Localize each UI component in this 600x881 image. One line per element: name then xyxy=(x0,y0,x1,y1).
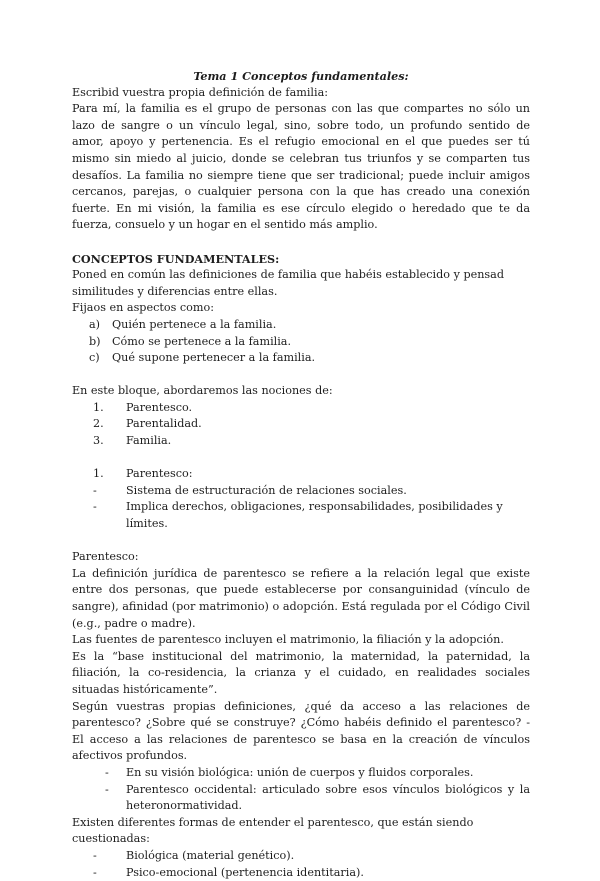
list-item-text: En su visión biológica: unión de cuerpos y fluidos corporales. xyxy=(126,766,473,779)
formas-paragraph: Existen diferentes formas de entender el parentesco, que están siendo cuestionadas: xyxy=(72,815,530,848)
list-item xyxy=(72,865,530,881)
notions-list xyxy=(72,400,530,450)
fuentes-paragraph: Las fuentes de parentesco incluyen el matrimonio, la filiación y la adopción. xyxy=(72,632,530,649)
list-item-text: Familia. xyxy=(126,434,171,447)
spacer xyxy=(72,234,530,251)
document-page xyxy=(72,68,530,881)
list-marker: - xyxy=(93,865,97,881)
parentesco-label: Parentesco: xyxy=(72,549,530,566)
vision-points xyxy=(72,765,530,815)
list-marker: 3. xyxy=(93,433,104,450)
list-marker: 1. xyxy=(93,400,104,417)
list-item-text: Qué supone pertenecer a la familia. xyxy=(112,351,315,364)
parentesco-definition: La definición jurídica de parentesco se refiere a la relación legal que existe entre dos personas, que puede establecerse por consanguinidad (vínculo de sangre), afinidad (por matrimonio) o adopción. Está regulada por el Código Civil (e.g., padre o madre). xyxy=(72,566,530,632)
list-item xyxy=(72,350,530,367)
list-marker: - xyxy=(93,848,97,865)
list-item xyxy=(72,765,530,782)
list-item-text: Implica derechos, obligaciones, responsabilidades, posibilidades y límites. xyxy=(126,500,503,530)
pregunta-paragraph: Según vuestras propias definiciones, ¿qué da acceso a las relaciones de parentesco? ¿Sobre qué se construye? ¿Cómo habéis definido el parentesco? - El acceso a las relaciones de parentesco se basa en la creación de vínculos afectivos profundos. xyxy=(72,699,530,765)
list-item-text: Psico-emocional (pertenencia identitaria). xyxy=(126,866,364,879)
list-marker: - xyxy=(93,483,97,500)
list-marker: - xyxy=(105,765,109,782)
list-item-text: Quién pertenece a la familia. xyxy=(112,318,276,331)
list-item xyxy=(72,433,530,450)
list-item-text: Cómo se pertenece a la familia. xyxy=(112,335,291,348)
list-marker: - xyxy=(105,782,109,799)
block-intro: En este bloque, abordaremos las nociones de: xyxy=(72,383,530,400)
list-item xyxy=(72,499,530,532)
section-heading: CONCEPTOS FUNDAMENTALES: xyxy=(72,251,530,268)
list-marker: b) xyxy=(89,334,101,351)
list-item-text: Sistema de estructuración de relaciones sociales. xyxy=(126,484,407,497)
base-institucional-paragraph: Es la “base institucional del matrimonio, la maternidad, la paternidad, la filiación, la co-residencia, la crianza y el cuidado, en realidades sociales situadas históricamente”. xyxy=(72,649,530,699)
list-item-text: Biológica (material genético). xyxy=(126,849,294,862)
list-item xyxy=(72,400,530,417)
list-item-text: Parentesco occidental: articulado sobre esos vínculos biológicos y la heteronormatividad. xyxy=(126,783,530,813)
spacer xyxy=(72,367,530,384)
list-item-text: Parentalidad. xyxy=(126,417,202,430)
list-item xyxy=(72,334,530,351)
spacer xyxy=(72,533,530,550)
intro-paragraph: Para mí, la familia es el grupo de personas con las que compartes no sólo un lazo de sangre o un vínculo legal, sino, sobre todo, un profundo sentido de amor, apoyo y pertenencia. Es el refugio emocional en el que puedes ser tú mismo sin miedo al juicio, donde se celebran tus triunfos y se comparten tus desafíos. La familia no siempre tiene que ser tradicional; puede incluir amigos cercanos, parejas, o cualquier persona con la que has creado una conexión fuerte. En mi visión, la familia es ese círculo elegido o heredado que te da fuerza, consuelo y un hogar en el sentido más amplio. xyxy=(72,101,530,234)
list-marker: c) xyxy=(89,350,100,367)
aspects-label: Fijaos en aspectos como: xyxy=(72,300,530,317)
aspects-list xyxy=(72,317,530,367)
intro-prompt: Escribid vuestra propia definición de familia: xyxy=(72,85,530,102)
list-item xyxy=(72,317,530,334)
spacer xyxy=(72,450,530,467)
section-intro: Poned en común las definiciones de familia que habéis establecido y pensad similitudes y diferencias entre ellas. xyxy=(72,267,530,300)
list-item xyxy=(72,466,530,483)
list-item xyxy=(72,483,530,500)
item1-list xyxy=(72,466,530,483)
item1-points xyxy=(72,483,530,533)
list-item xyxy=(72,848,530,865)
list-item xyxy=(72,416,530,433)
list-marker: a) xyxy=(89,317,100,334)
list-item-text: Parentesco: xyxy=(126,467,193,480)
list-item-text: Parentesco. xyxy=(126,401,192,414)
list-item xyxy=(72,782,530,815)
list-marker: - xyxy=(93,499,97,516)
list-marker: 1. xyxy=(93,466,104,483)
formas-points xyxy=(72,848,530,881)
list-marker: 2. xyxy=(93,416,104,433)
document-title: Tema 1 Conceptos fundamentales: xyxy=(72,68,530,85)
